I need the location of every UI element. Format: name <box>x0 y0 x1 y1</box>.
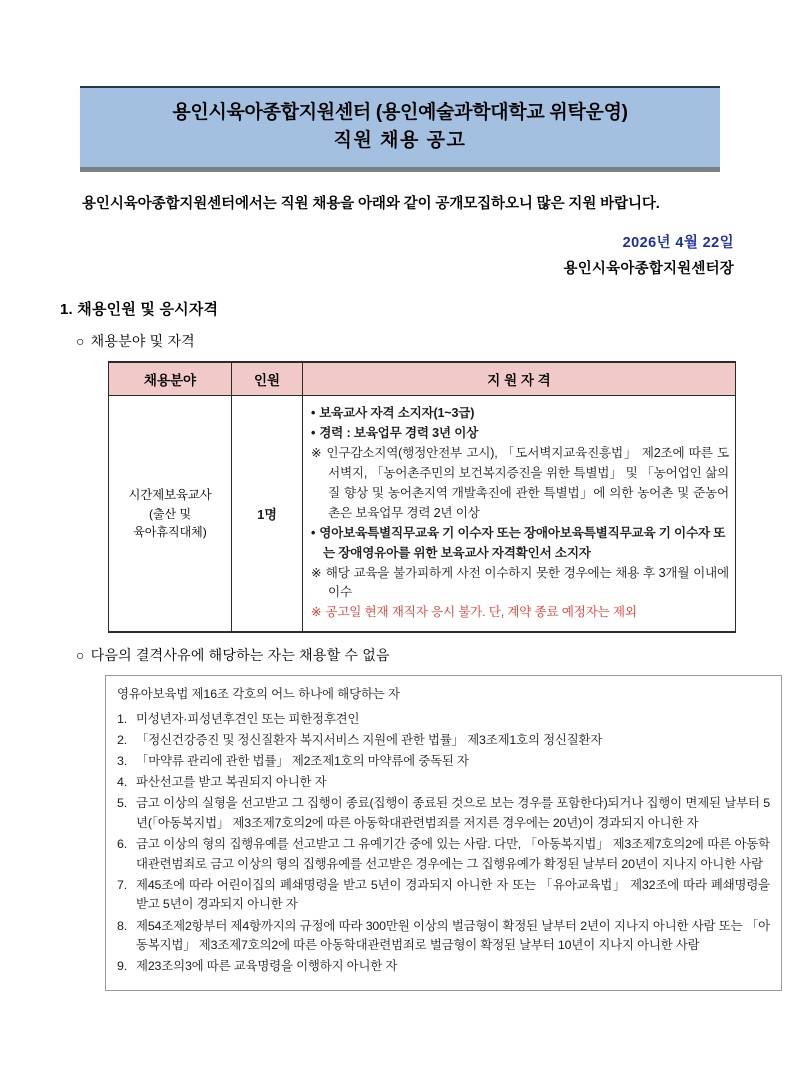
table-header-row <box>109 362 736 396</box>
cell-recruitment-field <box>109 396 232 632</box>
list-item: 「마약류 관리에 관한 법률」 제2조제1호의 마약류에 중독된 자 <box>136 754 469 769</box>
qualification-line <box>311 424 729 444</box>
qualification-warning <box>311 603 729 623</box>
column-header-field: 채용분야 <box>109 362 232 396</box>
announcement-date: 2026년 4월 22일 <box>622 235 734 252</box>
bullet-dot-icon: • <box>311 426 316 441</box>
field-name-main: 시간제보육교사 <box>128 488 212 503</box>
list-item: 금고 이상의 실형을 선고받고 그 집행이 종료(집행이 종료된 것으로 보는 경우를 포함한다)되거나 집행이 면제된 날부터 5년(「아동복지법」 제3조제7호의2에 따른 아동학대관련범죄를 저지른 경우에는 20년)이 경과되지 아니한 자 <box>136 796 770 831</box>
intro-paragraph <box>60 192 740 217</box>
table-row <box>109 396 736 632</box>
qualification-text: 보육교사 자격 소지자(1~3급) <box>319 406 475 421</box>
bullet-dot-icon: • <box>311 525 316 540</box>
intro-text: 용인시육아종합지원센터에서는 직원 채용을 아래와 같이 공개모집하오니 많은 지원 바랍니다. <box>82 196 660 213</box>
signature-block <box>60 231 740 278</box>
bullet-dot-icon: • <box>311 406 316 421</box>
qualification-text: 영아보육특별직무교육 기 이수자 또는 장애아보육특별직무교육 기 이수자 또는 장애영유아를 위한 보육교사 자격확인서 소지자 <box>319 525 726 560</box>
document-page <box>0 86 800 1069</box>
qualification-line <box>311 404 729 424</box>
column-header-count: 인원 <box>232 362 303 396</box>
recruitment-table <box>108 361 736 633</box>
qualification-note <box>311 564 729 604</box>
qualification-note-text: 인구감소지역(행정안전부 고시), 「도서벽지교육진흥법」 제2조에 따른 도서벽지, 「농어촌주민의 보건복지증진을 위한 특별법」 및 「농어업인 삶의 질 향상 및 농어촌지역 개발촉진에 관한 특별법」에 의한 농어촌 및 준농어촌은 보육업무 경력 2년 이상 <box>326 446 729 520</box>
qualification-note <box>311 444 729 524</box>
list-item: 미성년자·피성년후견인 또는 피한정후견인 <box>136 712 360 727</box>
list-item: 「정신건강증진 및 정신질환자 복지서비스 지원에 관한 법률」 제3조제1호의 정신질환자 <box>136 733 603 748</box>
announcement-signer: 용인시육아종합지원센터장 <box>563 261 734 278</box>
reference-mark-icon: ※ <box>311 565 322 580</box>
circle-bullet-icon: ○ <box>76 333 85 350</box>
section-2-subheading <box>76 645 740 665</box>
disqualification-list <box>117 710 770 977</box>
list-item: 파산선고를 받고 복권되지 아니한 자 <box>136 775 327 790</box>
qualification-note-text: 해당 교육을 불가피하게 사전 이수하지 못한 경우에는 채용 후 3개월 이내에 이수 <box>325 565 729 600</box>
cell-qualifications <box>303 396 736 632</box>
section-1-subheading <box>76 331 740 351</box>
announcement-title-banner <box>80 86 720 172</box>
section-2-subheading-label: 다음의 결격사유에 해당하는 자는 채용할 수 없음 <box>90 647 390 664</box>
banner-title-line-2: 직원 채용 공고 <box>333 129 467 151</box>
qualification-warning-text: 공고일 현재 재직자 응시 불가. 단, 계약 종료 예정자는 제외 <box>325 605 637 620</box>
disqualification-box <box>105 675 782 991</box>
section-1-heading: 1. 채용인원 및 응시자격 <box>60 301 219 319</box>
cell-headcount: 1명 <box>232 396 303 632</box>
reference-mark-icon: ※ <box>311 605 322 620</box>
column-header-qualification: 지 원 자 격 <box>303 362 736 396</box>
banner-title-line-1: 용인시육아종합지원센터 (용인예술과학대학교 위탁운영) <box>172 102 628 123</box>
reference-mark-icon: ※ <box>311 446 323 461</box>
qualification-line <box>311 524 729 564</box>
qualification-text: 경력 : 보육업무 경력 3년 이상 <box>319 426 479 441</box>
section-1-subheading-label: 채용분야 및 자격 <box>90 333 195 350</box>
field-name-sub-1: (출산 및 <box>148 507 192 522</box>
circle-bullet-icon: ○ <box>76 647 85 664</box>
list-item: 제45조에 따라 어린이집의 폐쇄명령을 받고 5년이 경과되지 아니한 자 또는 「유아교육법」 제32조에 따라 폐쇄명령을 받고 5년이 경과되지 아니한 자 <box>136 877 770 912</box>
field-name-sub-2: 육아휴직대체) <box>133 525 207 540</box>
list-item: 제23조의3에 따른 교육명령을 이행하지 아니한 자 <box>136 959 398 974</box>
disqualification-intro: 영유아보육법 제16조 각호의 어느 하나에 해당하는 자 <box>117 687 400 702</box>
list-item: 제54조제2항부터 제4항까지의 규정에 따라 300만원 이상의 벌금형이 확정된 날부터 2년이 지나지 아니한 사람 또는 「아동복지법」 제3조제7호의2에 따른 아동학대관련범죄로 벌금형이 확정된 날부터 10년이 지나지 아니한 사람 <box>136 918 770 953</box>
list-item: 금고 이상의 형의 집행유예를 선고받고 그 유예기간 중에 있는 사람. 다만, 「아동복지법」 제3조제7호의2에 따른 아동학대관련범죄로 금고 이상의 형의 집행유예를 선고받은 경우에는 그 집행유예가 확정된 날부터 20년이 지나지 아니한 사람 <box>136 837 770 871</box>
